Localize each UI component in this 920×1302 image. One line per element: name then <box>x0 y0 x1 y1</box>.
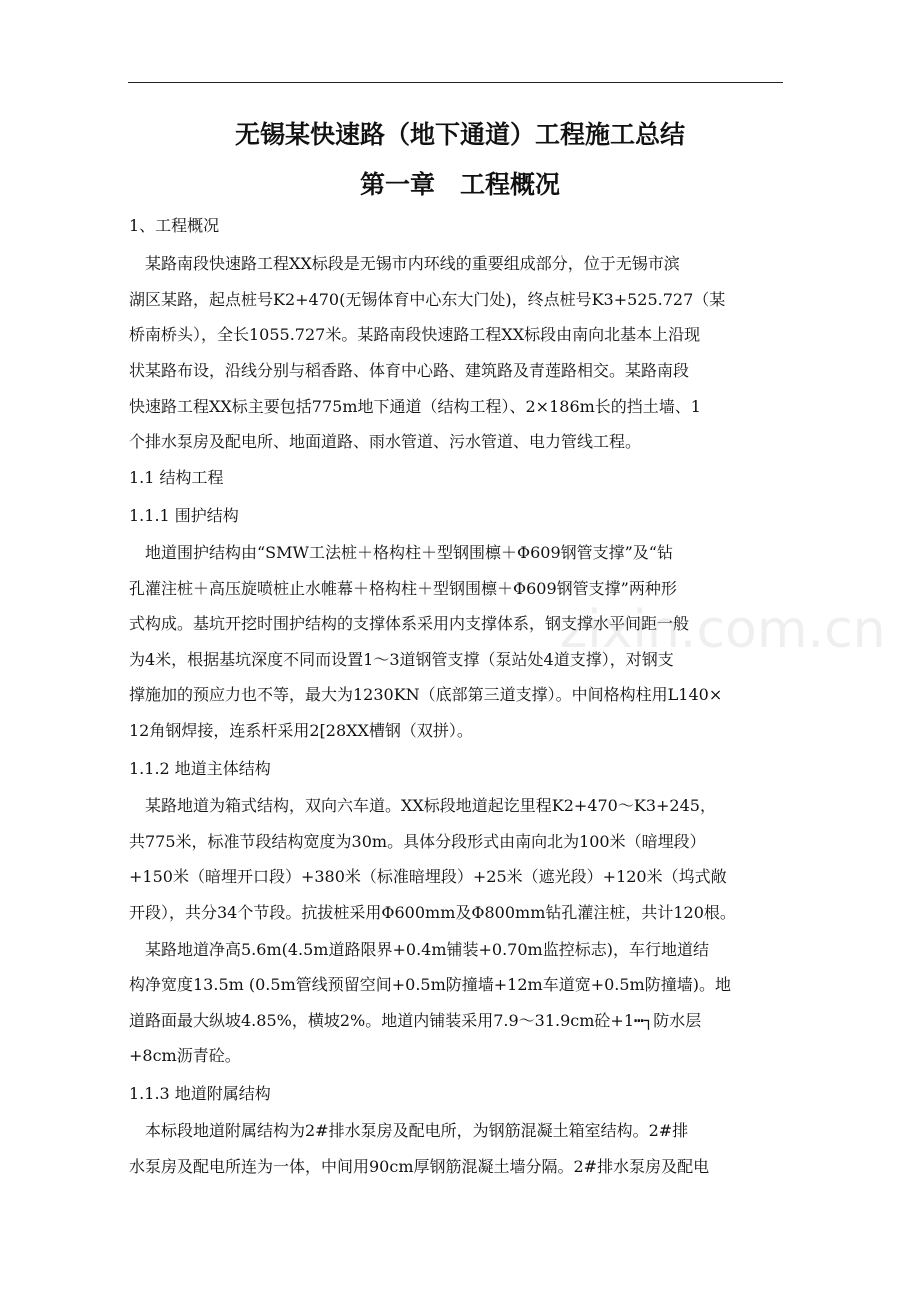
paragraph-line: 道路面最大纵坡4.85%，横坡2%。地道内铺装采用7.9～31.9cm砼+1┅┐防水层 <box>129 1011 702 1030</box>
paragraph-line: 某路地道净高5.6m(4.5m道路限界+0.4m铺装+0.70m监控标志)，车行地道结 <box>129 940 709 959</box>
paragraph-line: 状某路布设，沿线分别与稻香路、体育中心路、建筑路及青莲路相交。某路南段 <box>129 361 690 380</box>
paragraph-line: 桥南桥头），全长1055.727米。某路南段快速路工程XX标段由南向北基本上沿现 <box>129 325 701 344</box>
paragraph-line: 孔灌注桩＋高压旋喷桩止水帷幕＋格构柱＋型钢围檩＋Φ609钢管支撑”两种形 <box>129 579 677 598</box>
document-title: 无锡某快速路（地下通道）工程施工总结 <box>234 120 685 149</box>
section-heading-1-1: 1.1 结构工程 <box>129 468 224 487</box>
paragraph-line: 地道围护结构由“SMW工法桩＋格构柱＋型钢围檩＋Φ609钢管支撑”及“钻 <box>129 543 673 562</box>
paragraph-line: 水泵房及配电所连为一体，中间用90cm厚钢筋混凝土墙分隔。2#排水泵房及配电 <box>129 1157 710 1176</box>
paragraph-line: 湖区某路，起点桩号K2+470(无锡体育中心东大门处)，终点桩号K3+525.727（某 <box>129 290 726 309</box>
paragraph-line: 构净宽度13.5m (0.5m管线预留空间+0.5m防撞墙+12m车道宽+0.5m防撞墙)。地 <box>129 975 731 994</box>
paragraph-line: 共775米，标准节段结构宽度为30m。具体分段形式由南向北为100米（暗埋段） <box>129 832 706 851</box>
paragraph-line: 某路地道为箱式结构，双向六车道。XX标段地道起讫里程K2+470～K3+245， <box>129 796 716 815</box>
paragraph-line: 为4米，根据基坑深度不同而设置1～3道钢管支撑（泵站处4道支撑），对钢支 <box>129 650 674 669</box>
section-heading-1-1-3: 1.1.3 地道附属结构 <box>129 1084 271 1103</box>
paragraph-line: 某路南段快速路工程XX标段是无锡市内环线的重要组成部分，位于无锡市滨 <box>129 254 680 273</box>
section-heading-1: 1、工程概况 <box>129 216 220 235</box>
paragraph-line: 撑施加的预应力也不等，最大为1230KN（底部第三道支撑）。中间格构柱用L140× <box>129 685 723 704</box>
header-rule <box>128 82 783 83</box>
paragraph-line: 个排水泵房及配电所、地面道路、雨水管道、污水管道、电力管线工程。 <box>129 432 642 451</box>
section-heading-1-1-1: 1.1.1 围护结构 <box>129 506 239 525</box>
paragraph-line: +150米（暗埋开口段）+380米（标准暗埋段）+25米（遮光段）+120米（坞式敞 <box>129 867 727 886</box>
paragraph-line: 本标段地道附属结构为2#排水泵房及配电所，为钢筋混凝土箱室结构。2#排 <box>129 1121 689 1140</box>
paragraph-line: 式构成。基坑开挖时围护结构的支撑体系采用内支撑体系，钢支撑水平间距一般 <box>129 614 690 633</box>
paragraph-line: +8cm沥青砼。 <box>129 1046 241 1065</box>
paragraph-line: 开段），共分34个节段。抗拔桩采用Φ600mm及Φ800mm钻孔灌注桩，共计120根。 <box>129 903 736 922</box>
paragraph-line: 快速路工程XX标主要包括775m地下通道（结构工程）、2×186m长的挡土墙、1 <box>129 397 701 416</box>
paragraph-line: 12角钢焊接，连系杆采用2[28XX槽钢（双拼）。 <box>129 721 473 740</box>
chapter-title: 第一章 工程概况 <box>359 170 560 199</box>
watermark: zixin.com.cn <box>560 600 886 660</box>
section-heading-1-1-2: 1.1.2 地道主体结构 <box>129 759 271 778</box>
